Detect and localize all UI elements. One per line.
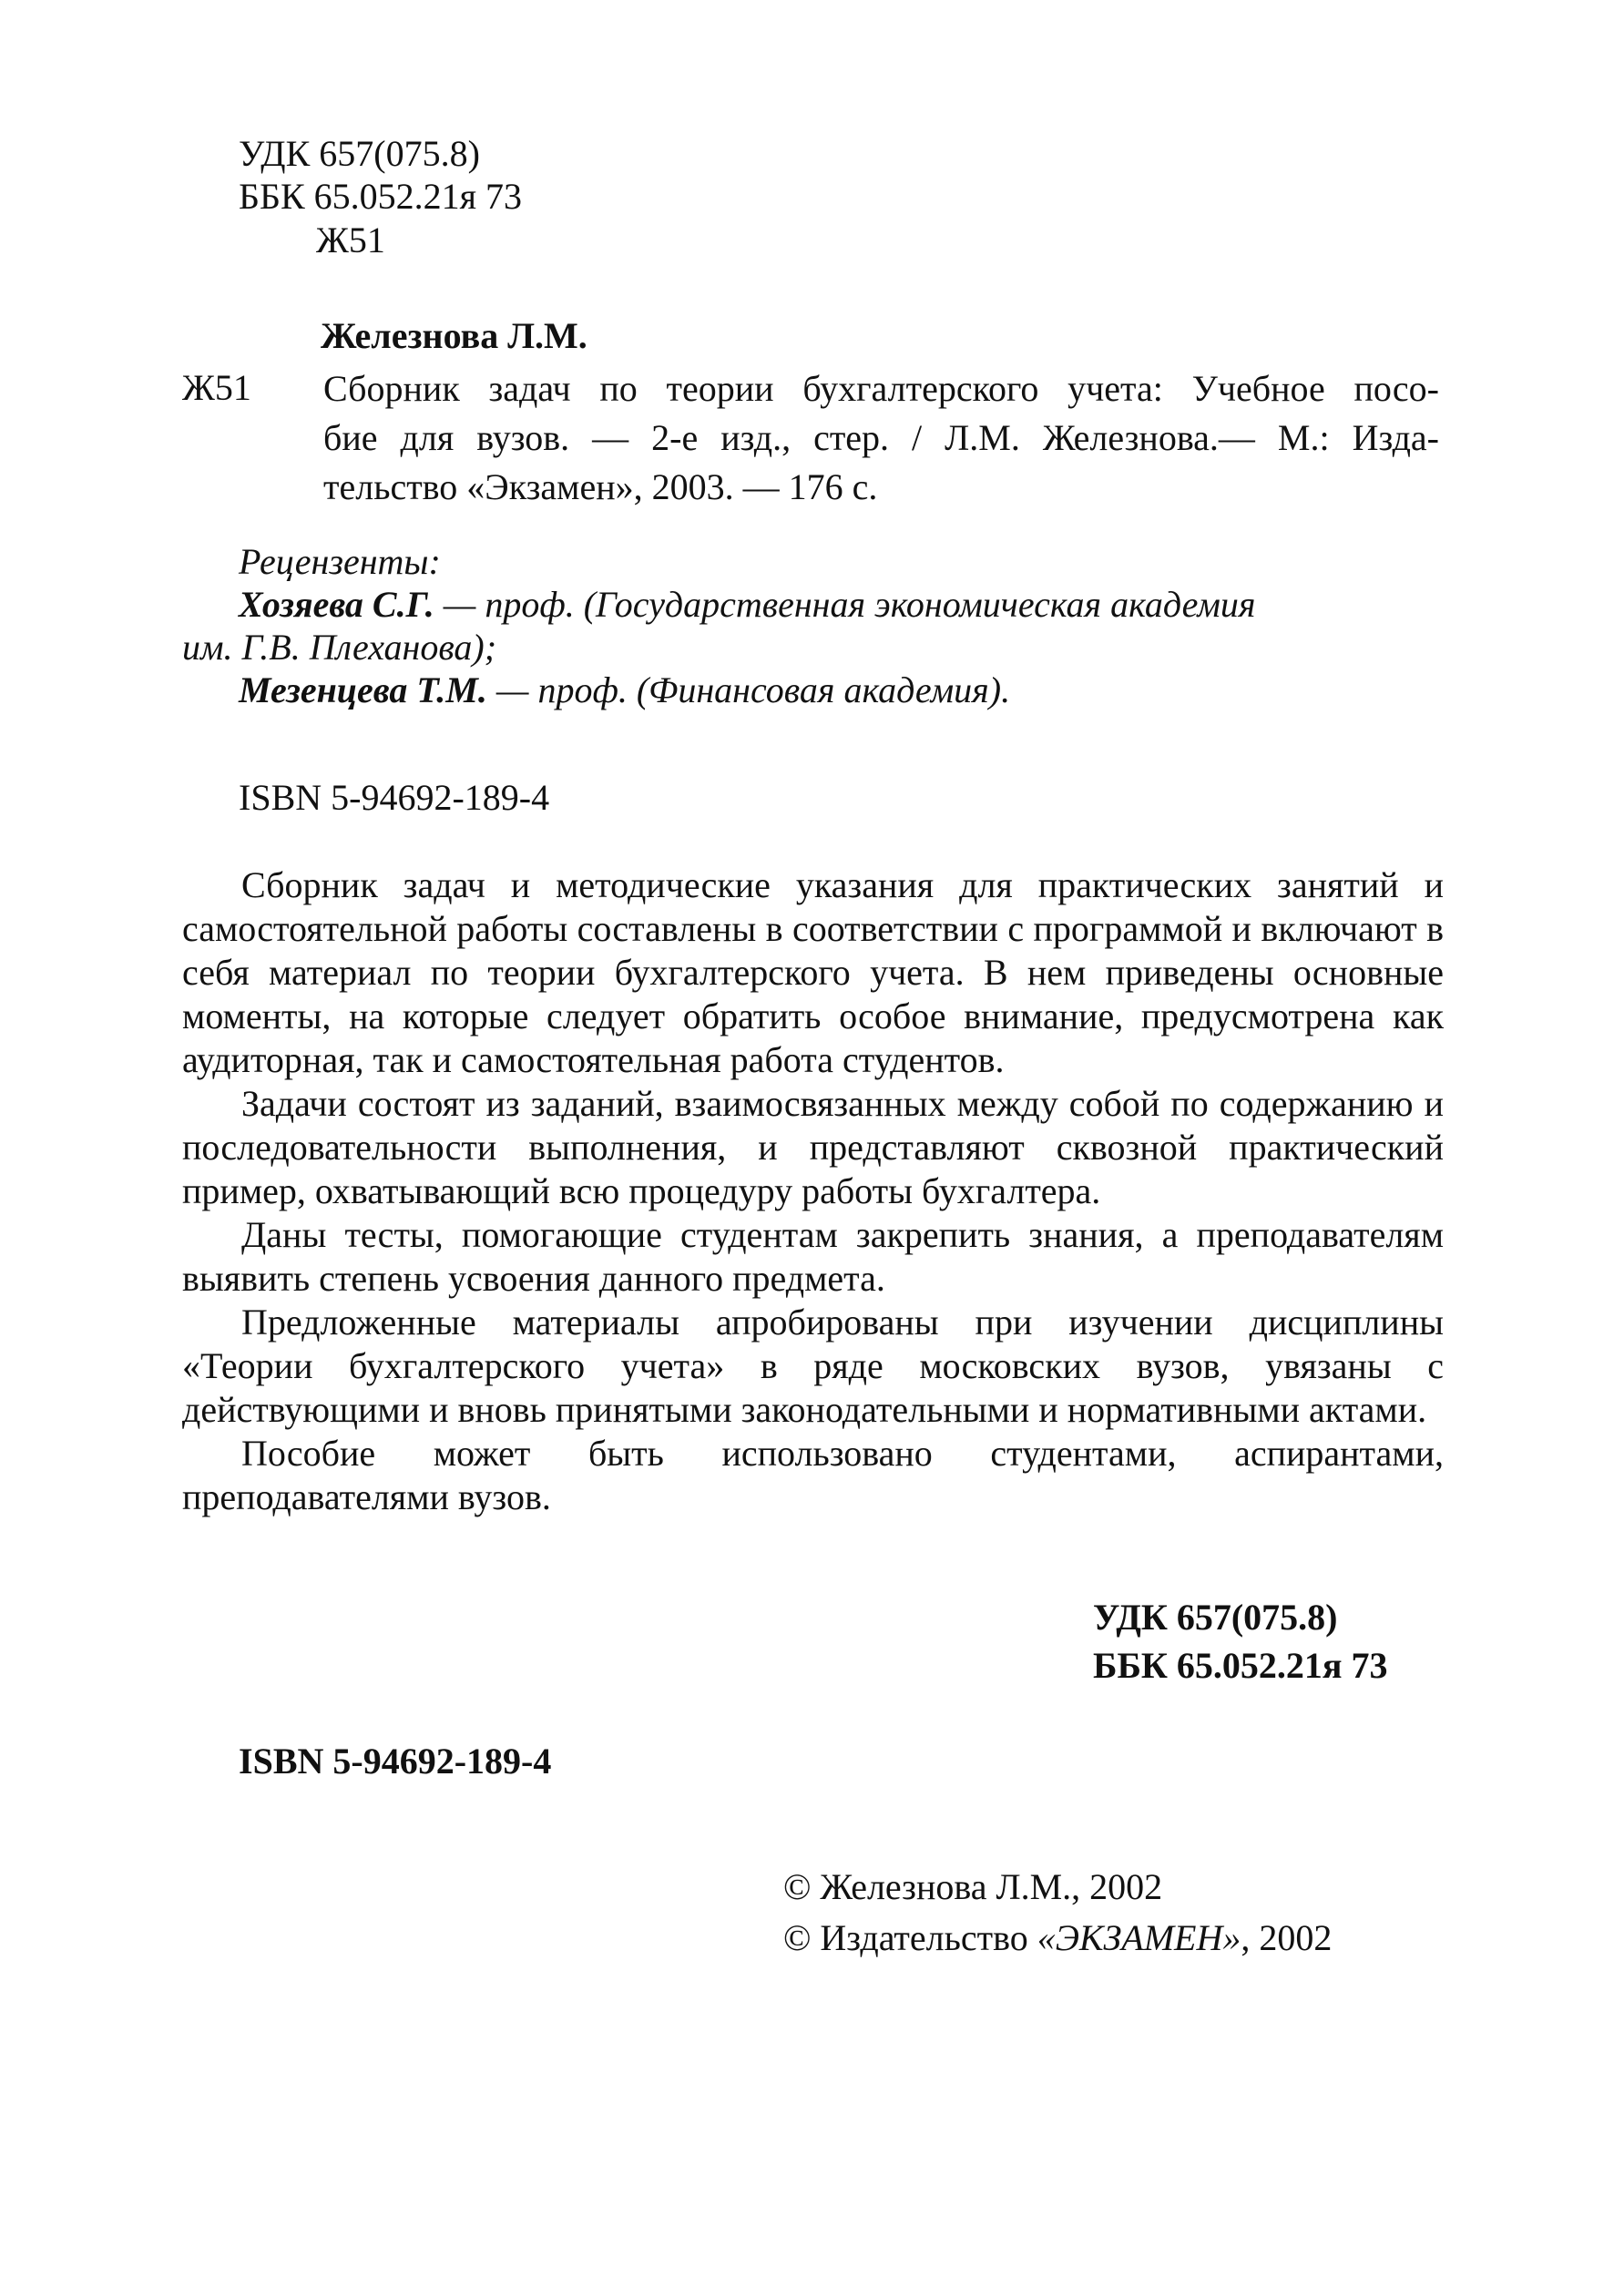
reviewer-name: Мезенцева Т.М.: [239, 669, 487, 710]
description-line: бие для вузов. — 2-е изд., стер. / Л.М. Железнова.— М.: Изда-: [323, 417, 1439, 458]
reviewer-affiliation: — проф. (Финансовая академия).: [486, 669, 1011, 710]
reviewers-label: Рецензенты:: [239, 541, 441, 582]
annotation-paragraph: Предложенные материалы апробированы при изучении дисциплины «Теории бухгалтерского учета» в ряде московских вузов, увязаны с действующими и вновь принятыми законодательными и нормативными актами.: [182, 1302, 1444, 1430]
publisher-prefix: © Издательство: [783, 1917, 1037, 1958]
bbk-code: ББК 65.052.21я 73: [239, 176, 523, 217]
annotation-paragraph: Задачи состоят из заданий, взаимосвязанных между собой по содержанию и последовательности выполнения, и представляют сквозной практический пример, охватывающий всю процедуру работы бухгалтера.: [182, 1083, 1444, 1211]
publisher-name: «ЭКЗАМЕН»: [1037, 1917, 1241, 1958]
bibliographic-description: [323, 364, 1439, 512]
footer-isbn: ISBN 5-94692-189-4: [239, 1741, 552, 1782]
author-heading: Железнова Л.М.: [321, 315, 587, 356]
copyright-author: © Железнова Л.М., 2002: [783, 1866, 1163, 1907]
reviewer-line-continuation: [182, 623, 496, 672]
reviewer-line: [239, 580, 1255, 629]
description-line: тельство «Экзамен», 2003. — 176 с.: [323, 466, 878, 507]
annotation-paragraph: Сборник задач и методические указания для практических занятий и самостоятельной работы составлены в соответствии с программой и включают в себя материал по теории бухгалтерского учета. В нем приведены основные моменты, на которые следует обратить особое внимание, предусмотрена как аудиторная, так и самостоятельная работа студентов.: [182, 864, 1444, 1080]
annotation-paragraph: Даны тесты, помогающие студентам закрепить знания, а преподавателям выявить степень усвоения данного предмета.: [182, 1214, 1444, 1299]
isbn: ISBN 5-94692-189-4: [239, 777, 550, 818]
footer-udk-code: УДК 657(075.8): [1093, 1597, 1338, 1638]
annotation-paragraph: Пособие может быть использовано студентами, аспирантами, преподавателями вузов.: [182, 1433, 1444, 1517]
description-line: Сборник задач по теории бухгалтерского учета: Учебное посо-: [323, 368, 1439, 409]
reviewer-affiliation: им. Г.В. Плеханова);: [182, 627, 497, 668]
publisher-year: , 2002: [1241, 1917, 1333, 1958]
reviewer-affiliation: — проф. (Государственная экономическая академия: [434, 584, 1256, 625]
reviewer-name: Хозяева С.Г.: [239, 584, 434, 625]
author-mark: Ж51: [316, 220, 385, 260]
reviewer-line: [239, 666, 1010, 715]
entry-author-mark: Ж51: [182, 367, 251, 408]
annotation: [182, 863, 1444, 1519]
footer-bbk-code: ББК 65.052.21я 73: [1093, 1645, 1388, 1686]
copyright-publisher: [783, 1913, 1332, 1964]
udk-code: УДК 657(075.8): [239, 133, 480, 174]
